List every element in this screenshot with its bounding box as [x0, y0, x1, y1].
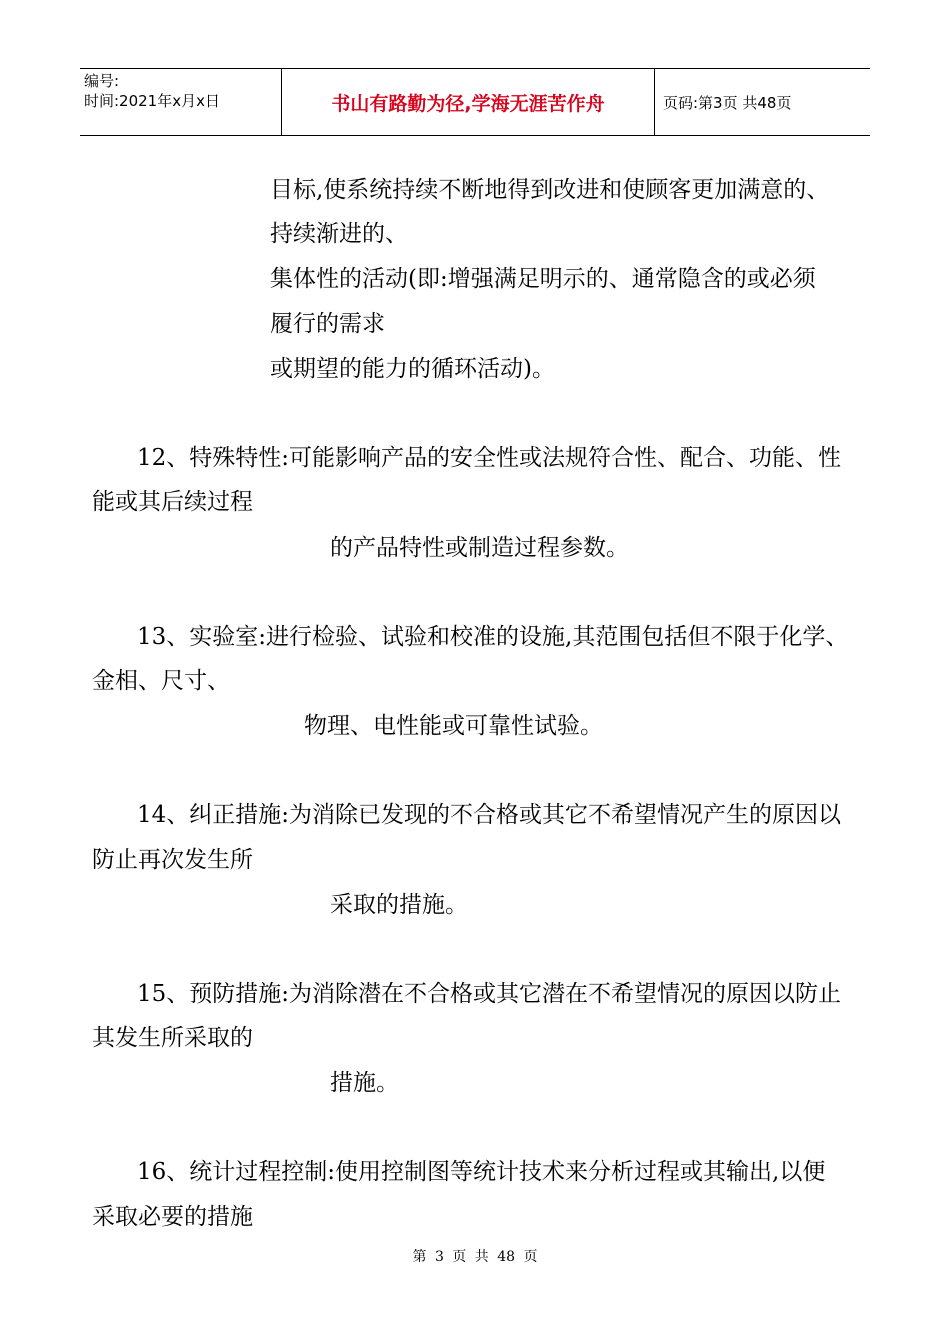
header-meta-cell	[80, 69, 282, 135]
header-motto: 书山有路勤为径,学海无涯苦作舟	[282, 69, 655, 135]
page-footer: 第 3 页 共 48 页	[412, 1249, 538, 1265]
body-line: 措施。	[330, 1070, 399, 1096]
definition-14-heading: 14、纠正措施:为消除已发现的不合格或其它不希望情况产生的原因以	[137, 802, 842, 828]
body-line: 能或其后续过程	[92, 489, 253, 515]
document-date-label: 时间:2021年x月x日	[84, 92, 220, 110]
document-number-label: 编号:	[84, 72, 120, 90]
definition-12-heading: 12、特殊特性:可能影响产品的安全性或法规符合性、配合、功能、性	[137, 445, 842, 471]
body-line: 采取必要的措施	[92, 1204, 253, 1230]
body-line: 采取的措施。	[330, 892, 468, 918]
body-line: 的产品特性或制造过程参数。	[330, 535, 629, 561]
body-line: 物理、电性能或可靠性试验。	[304, 713, 603, 739]
body-line: 履行的需求	[270, 311, 385, 337]
body-line: 集体性的活动(即:增强满足明示的、通常隐含的或必须	[270, 266, 816, 292]
body-line: 防止再次发生所	[92, 847, 253, 873]
definition-15-heading: 15、预防措施:为消除潜在不合格或其它潜在不希望情况的原因以防止	[137, 981, 842, 1007]
header-page-code: 页码:第3页 共48页	[663, 93, 792, 112]
body-line: 金相、尺寸、	[92, 668, 230, 694]
definition-16-heading: 16、统计过程控制:使用控制图等统计技术来分析过程或其输出,以便	[137, 1159, 826, 1185]
document-header	[80, 68, 870, 136]
definition-13-heading: 13、实验室:进行检验、试验和校准的设施,其范围包括但不限于化学、	[137, 624, 849, 650]
body-line: 持续渐进的、	[270, 221, 408, 247]
body-line: 目标,使系统持续不断地得到改进和使顾客更加满意的、	[270, 177, 830, 203]
body-line: 或期望的能力的循环活动)。	[270, 356, 555, 382]
body-line: 其发生所采取的	[92, 1025, 253, 1051]
